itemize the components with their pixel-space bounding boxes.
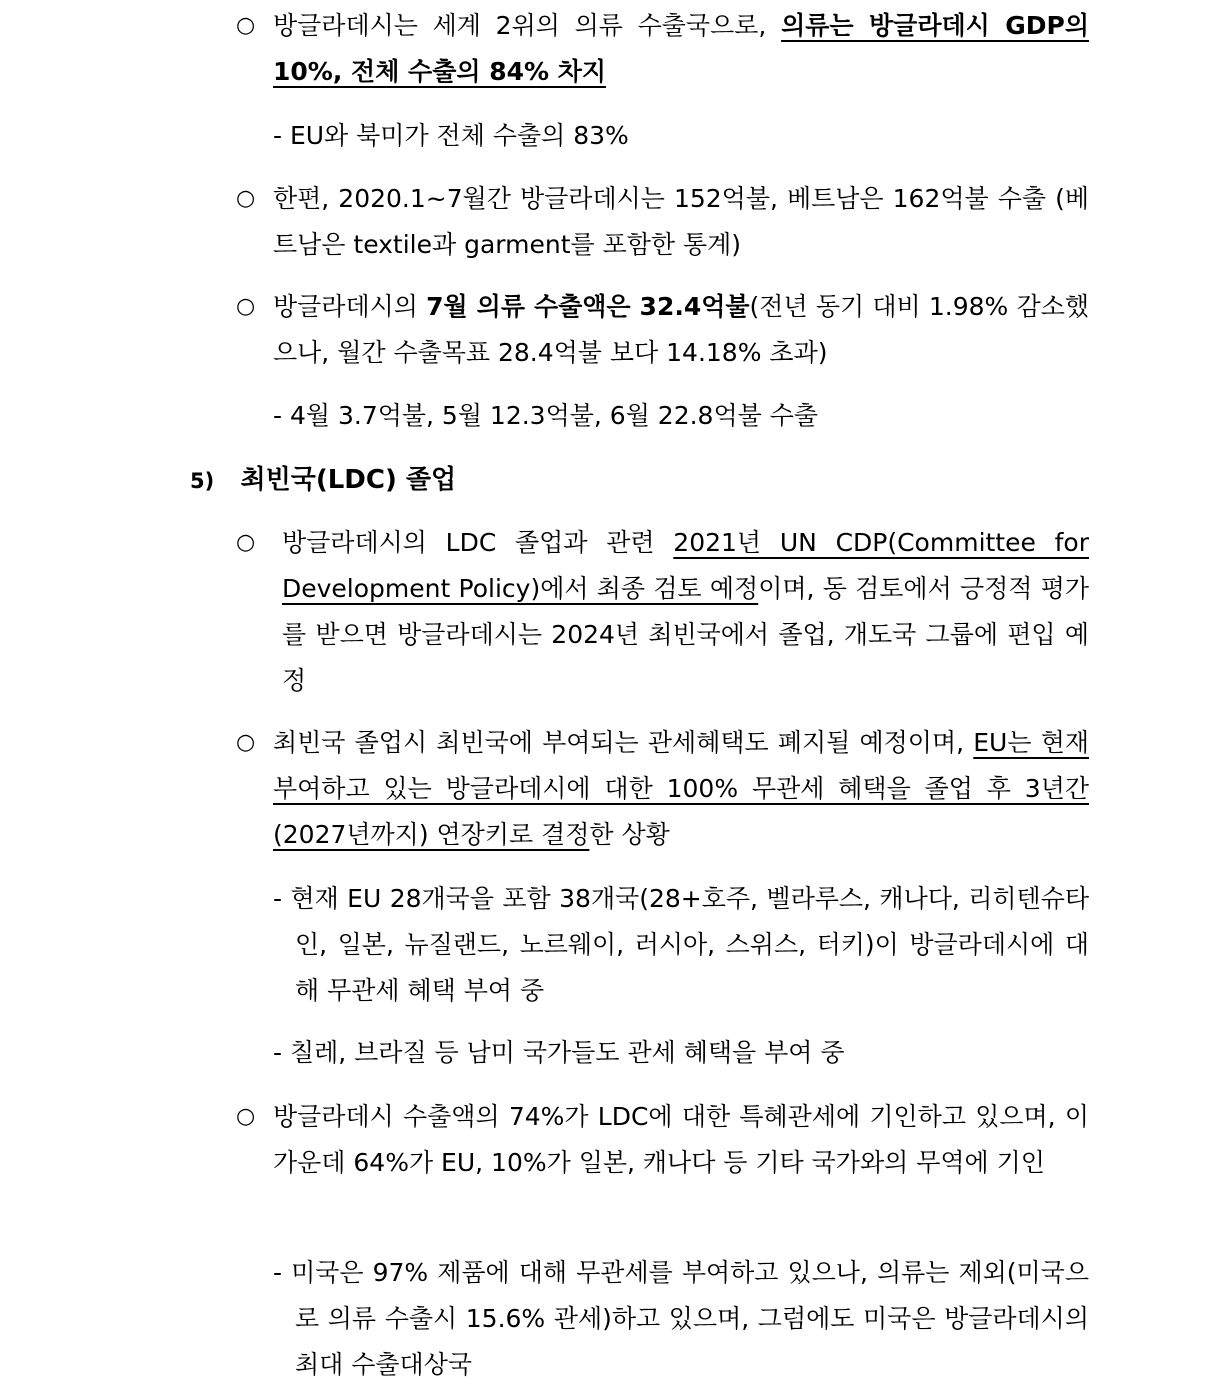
section-number: 5) [190, 469, 215, 493]
paragraph-tariff-benefits [273, 720, 1089, 858]
paragraph-ldc-preferential-tariff: 방글라데시 수출액의 74%가 LDC에 대한 특혜관세에 기인하고 있으며, 이 가운데 64%가 EU, 10%가 일본, 캐나다 등 기타 국가와의 무역에 기인 [273, 1102, 1089, 1177]
underlined-text: EU는 현재 부여하고 있는 방글라데시에 대한 100% 무관세 혜택을 졸업 후 3년간(2027년까지) 연장키로 결정 [273, 728, 1089, 849]
paragraph-bangladesh-vietnam-export: 한편, 2020.1~7월간 방글라데시는 152억불, 베트남은 162억불 수출 (베트남은 textile과 garment를 포함한 통계) [273, 184, 1089, 259]
section-heading-ldc-graduation [190, 457, 456, 504]
paragraph-text: 한 상황 [589, 820, 670, 849]
highlighted-text: 의류는 방글라데시 GDP의 10%, 전체 수출의 84% 차지 [273, 11, 1090, 86]
sub-item-38-countries: - 현재 EU 28개국을 포함 38개국(28+호주, 벨라루스, 캐나다, 리히텐슈타인, 일본, 뉴질랜드, 노르웨이, 러시아, 스위스, 터키)이 방글라데시에 대해 무관세 혜택 부여 중 [273, 884, 1089, 1005]
bullet-circle-icon: ○ [236, 1104, 256, 1129]
paragraph-text: 이며, 동 검토에서 긍정적 평가를 받으면 방글라데시는 2024년 최빈국에서 졸업, 개도국 그룹에 편입 예정 [282, 574, 1089, 695]
paragraph-text: 방글라데시의 [273, 292, 427, 321]
bullet-circle-icon: ○ [236, 186, 256, 211]
bullet-circle-icon: ○ [236, 530, 256, 555]
paragraph-un-cdp-review [282, 520, 1089, 704]
bullet-circle-icon: ○ [236, 13, 256, 38]
paragraph-text: 방글라데시는 세계 2위의 의류 수출국으로, [273, 11, 782, 40]
bullet-circle-icon: ○ [236, 730, 256, 755]
section-title: 최빈국(LDC) 졸업 [240, 465, 457, 495]
paragraph-garment-export-rank [273, 3, 1089, 95]
paragraph-text: (전년 동기 대비 1.98% 감소했으나, 월간 수출목표 28.4억불 보다 14.18% 초과) [273, 292, 1089, 367]
sub-item-eu-north-america: - EU와 북미가 전체 수출의 83% [273, 121, 629, 150]
bullet-circle-icon: ○ [236, 294, 256, 319]
sub-item-monthly-export: - 4월 3.7억불, 5월 12.3억불, 6월 22.8억불 수출 [273, 401, 818, 430]
sub-item-south-america: - 칠레, 브라질 등 남미 국가들도 관세 혜택을 부여 중 [273, 1038, 845, 1067]
bold-text: 7월 의류 수출액은 32.4억불 [426, 292, 750, 321]
paragraph-text: 최빈국 졸업시 최빈국에 부여되는 관세혜택도 폐지될 예정이며, [273, 728, 974, 757]
sub-item-usa-tariff: - 미국은 97% 제품에 대해 무관세를 부여하고 있으나, 의류는 제외(미국으로 의류 수출시 15.6% 관세)하고 있으며, 그럼에도 미국은 방글라데시의 최대 수출대상국 [273, 1258, 1089, 1379]
paragraph-text: 방글라데시의 LDC 졸업과 관련 [282, 528, 674, 557]
underlined-text: 2021년 UN CDP(Committee for Development Policy)에서 최종 검토 예정 [282, 528, 1090, 603]
paragraph-july-export [273, 284, 1089, 376]
